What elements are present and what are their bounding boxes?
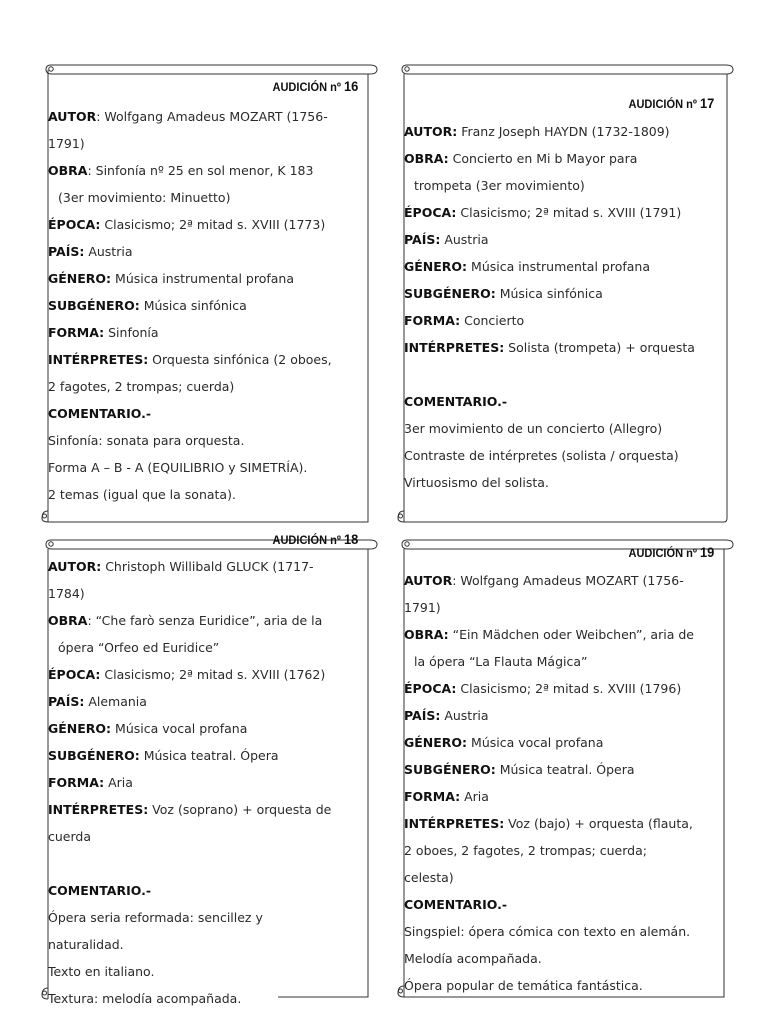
interpretes-line: INTÉRPRETES: Orquesta sinfónica (2 oboes,: [48, 352, 332, 367]
pais-line: PAÍS: Austria: [404, 708, 489, 723]
interpretes-line-2: 2 fagotes, 2 trompas; cuerda): [48, 379, 235, 394]
obra-line: OBRA: “Ein Mädchen oder Weibchen”, aria de: [404, 627, 694, 642]
interpretes-line: INTÉRPRETES: Voz (bajo) + orquesta (flauta,: [404, 816, 693, 831]
comentario-heading: COMENTARIO.-: [48, 406, 152, 421]
card-audicion-18: [38, 531, 382, 1006]
card-audicion-16: [38, 60, 382, 526]
comentario-item: 3er movimiento de un concierto (Allegro): [404, 421, 663, 436]
comentario-item: Textura: melodía acompañada.: [48, 991, 242, 1006]
comentario-item: Forma A – B - A (EQUILIBRIO y SIMETRÍA).: [48, 460, 308, 475]
obra-line-2: (3er movimiento: Minuetto): [58, 190, 231, 205]
comentario-heading: COMENTARIO.-: [404, 394, 508, 409]
autor-line-2: 1791): [48, 136, 85, 151]
audicion-title: AUDICIÓN nº 19: [628, 544, 714, 560]
epoca-line: ÉPOCA: Clasicismo; 2ª mitad s. XVIII (1796): [404, 681, 682, 696]
card-audicion-19: [394, 535, 738, 1005]
obra-line: OBRA: Sinfonía nº 25 en sol menor, K 183: [48, 163, 314, 178]
obra-line: OBRA: “Che farò senza Euridice”, aria de la: [48, 613, 323, 628]
blank-line: [404, 361, 726, 388]
epoca-line: ÉPOCA: Clasicismo; 2ª mitad s. XVIII (1773): [48, 217, 326, 232]
autor-line: AUTOR: Wolfgang Amadeus MOZART (1756-: [48, 109, 328, 124]
card-audicion-17: [394, 60, 738, 526]
comentario-item: 2 temas (igual que la sonata).: [48, 487, 236, 502]
forma-line: FORMA: Concierto: [404, 313, 525, 328]
comentario-item: Virtuosismo del solista.: [404, 475, 549, 490]
genero-line: GÉNERO: Música vocal profana: [48, 721, 248, 736]
obra-line-2: la ópera “La Flauta Mágica”: [414, 654, 588, 669]
interpretes-line-3: celesta): [404, 870, 454, 885]
obra-line-2: ópera “Orfeo ed Euridice”: [58, 640, 220, 655]
forma-line: FORMA: Sinfonía: [48, 325, 159, 340]
autor-line: AUTOR: Franz Joseph HAYDN (1732-1809): [404, 124, 670, 139]
obra-line-2: trompeta (3er movimiento): [414, 178, 585, 193]
comentario-item: Ópera popular de temática fantástica.: [404, 978, 643, 993]
autor-line-2: 1791): [404, 600, 441, 615]
genero-line: GÉNERO: Música vocal profana: [404, 735, 604, 750]
pais-line: PAÍS: Alemania: [48, 694, 147, 709]
forma-line: FORMA: Aria: [48, 775, 133, 790]
genero-line: GÉNERO: Música instrumental profana: [48, 271, 294, 286]
epoca-line: ÉPOCA: Clasicismo; 2ª mitad s. XVIII (1762): [48, 667, 326, 682]
comentario-item: Singspiel: ópera cómica con texto en alemán.: [404, 924, 691, 939]
interpretes-line: INTÉRPRETES: Voz (soprano) + orquesta de: [48, 802, 332, 817]
comentario-item: Melodía acompañada.: [404, 951, 542, 966]
subgenero-line: SUBGÉNERO: Música teatral. Ópera: [404, 762, 635, 777]
comentario-item: Ópera seria reformada: sencillez y: [48, 910, 263, 925]
autor-line-2: 1784): [48, 586, 85, 601]
epoca-line: ÉPOCA: Clasicismo; 2ª mitad s. XVIII (1791): [404, 205, 682, 220]
comentario-item: Contraste de intérpretes (solista / orquesta): [404, 448, 679, 463]
comentario-item: Sinfonía: sonata para orquesta.: [48, 433, 245, 448]
comentario-item: Texto en italiano.: [48, 964, 155, 979]
genero-line: GÉNERO: Música instrumental profana: [404, 259, 650, 274]
blank-line: [48, 850, 370, 877]
audicion-title: AUDICIÓN nº 16: [272, 78, 358, 94]
autor-line: AUTOR: Christoph Willibald GLUCK (1717-: [48, 559, 314, 574]
interpretes-line: INTÉRPRETES: Solista (trompeta) + orquesta: [404, 340, 695, 355]
interpretes-line-2: 2 oboes, 2 fagotes, 2 trompas; cuerda;: [404, 843, 647, 858]
obra-line: OBRA: Concierto en Mi b Mayor para: [404, 151, 638, 166]
comentario-heading: COMENTARIO.-: [48, 883, 152, 898]
interpretes-line-2: cuerda: [48, 829, 91, 844]
subgenero-line: SUBGÉNERO: Música sinfónica: [48, 298, 247, 313]
subgenero-line: SUBGÉNERO: Música teatral. Ópera: [48, 748, 279, 763]
autor-line: AUTOR: Wolfgang Amadeus MOZART (1756-: [404, 573, 684, 588]
pais-line: PAÍS: Austria: [48, 244, 133, 259]
comentario-heading: COMENTARIO.-: [404, 897, 508, 912]
subgenero-line: SUBGÉNERO: Música sinfónica: [404, 286, 603, 301]
pais-line: PAÍS: Austria: [404, 232, 489, 247]
audicion-title: AUDICIÓN nº 17: [628, 95, 714, 111]
forma-line: FORMA: Aria: [404, 789, 489, 804]
audicion-title: AUDICIÓN nº 18: [272, 531, 358, 547]
comentario-item: naturalidad.: [48, 937, 124, 952]
